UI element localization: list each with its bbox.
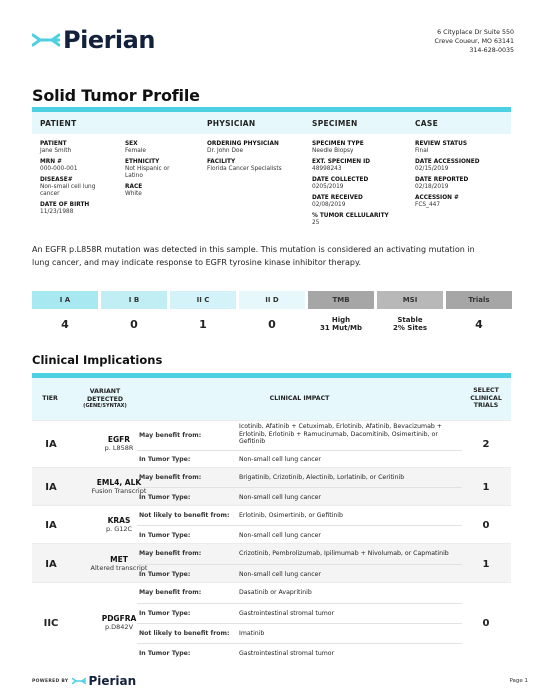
company-address: [435, 28, 514, 55]
stat-value: 0: [268, 317, 276, 331]
table-row: [32, 505, 511, 543]
gene-syntax: Fusion Transcript: [91, 487, 147, 495]
field-sex: [125, 141, 185, 155]
page-title: Solid Tumor Profile: [32, 86, 200, 105]
table-row: [32, 582, 511, 662]
stat-label: II D: [239, 291, 305, 309]
impact-text: Icotinib, Afatinib + Cetuximab, Erlotinib, Afatinib, Bevacizumab + Erlotinib, Erlotinib + Ramucirumab, Dacomitinib, Osimertinib, or Gefitinib: [239, 423, 442, 445]
date-accessioned-value: 02/15/2019: [415, 166, 449, 172]
race-value: White: [125, 191, 142, 197]
impact-text: Dasatinib or Avapritinib: [239, 589, 312, 596]
impact-line: [137, 544, 462, 564]
gene-syntax: p.D842V: [104, 623, 134, 631]
stat-tier-iic: [170, 291, 236, 339]
stat-value: 4: [61, 317, 69, 331]
stat-value: 4: [475, 317, 483, 331]
impact-label: In Tumor Type:: [139, 456, 191, 463]
label: RACE: [125, 184, 143, 190]
page-number: Page 1: [509, 678, 528, 684]
gene-name: KRAS: [107, 516, 131, 525]
pierian-logo-icon: [72, 677, 86, 685]
field-facility: [207, 159, 307, 173]
label: PATIENT: [40, 141, 67, 147]
gene-syntax: Altered transcript: [90, 564, 148, 572]
impact-line: [137, 487, 462, 506]
address-line: Creve Coueur, MO 63141: [434, 38, 514, 45]
gene-syntax: p. G12C: [105, 525, 133, 533]
col-select-trials: SELECT CLINICAL TRIALS: [470, 387, 502, 409]
field-race: [125, 184, 185, 198]
impact-text: Erlotinib, Osimertinib, or Gefitinib: [239, 512, 343, 519]
row-trials: 1: [482, 482, 490, 493]
field-accession-number: [415, 195, 510, 209]
impact-line: [137, 468, 462, 487]
impact-label: May benefit from:: [139, 474, 202, 481]
dob-value: 11/23/1988: [40, 209, 74, 215]
row-tier: IA: [45, 439, 57, 450]
impact-label: In Tumor Type:: [139, 532, 191, 539]
date-received-value: 02/08/2019: [312, 202, 346, 208]
stat-tier-ib: [101, 291, 167, 339]
field-ethnicity: [125, 159, 179, 180]
row-tier: IA: [45, 520, 57, 531]
impact-line: [137, 623, 462, 643]
col-tier: TIER: [42, 395, 58, 402]
impact-line: [137, 603, 462, 623]
impact-text: Non-small cell lung cancer: [239, 571, 321, 578]
label: EXT. SPECIMEN ID: [312, 159, 371, 165]
impact-text: Imatinib: [239, 630, 265, 637]
impact-line: [137, 450, 462, 468]
stat-value: 1: [199, 317, 207, 331]
gene-name: EGFR: [107, 435, 131, 444]
field-date-collected: [312, 177, 412, 191]
result-summary: An EGFR p.L858R mutation was detected in this sample. This mutation is considered an activating mutation in lung cancer, and may indicate response to EGFR tyrosine kinase inhibitor therapy.: [32, 245, 475, 267]
specimen-type-value: Needle Biopsy: [312, 148, 354, 154]
label: DATE REPORTED: [415, 177, 469, 183]
field-date-received: [312, 195, 412, 209]
impact-label: In Tumor Type:: [139, 610, 191, 617]
gene-name: PDGFRA: [101, 614, 137, 623]
address-line: 6 Cityplace Dr Suite 550: [437, 29, 514, 36]
field-patient: [40, 141, 120, 155]
mrn-value: 000-000-001: [40, 166, 78, 172]
gene-syntax: p. L858R: [104, 444, 134, 452]
powered-by-label: POWERED BY: [32, 678, 69, 684]
stat-tier-iid: [239, 291, 305, 339]
row-trials: 0: [482, 520, 490, 531]
impact-text: Gastrointestinal stromal tumor: [239, 650, 335, 657]
accession-value: FCS_447: [415, 202, 441, 208]
sex-value: Female: [125, 148, 146, 154]
row-trials: 1: [482, 559, 490, 570]
stat-tmb: [308, 291, 374, 339]
impact-line: [137, 583, 462, 603]
header-physician: PHYSICIAN: [207, 119, 256, 128]
stat-tier-ia: [32, 291, 98, 339]
stat-label: MSI: [377, 291, 443, 309]
impact-text: Non-small cell lung cancer: [239, 456, 321, 463]
field-ext-specimen-id: [312, 159, 412, 173]
col-variant: [74, 388, 136, 411]
label: % TUMOR CELLULARITY: [312, 213, 389, 219]
date-collected-value: 0205/2019: [312, 184, 344, 190]
date-reported-value: 02/18/2019: [415, 184, 449, 190]
powered-by: [32, 674, 136, 688]
col-variant-sub: (GENE/SYNTAX): [83, 403, 127, 409]
impact-label: Not likely to benefit from:: [139, 512, 230, 519]
impact-line: [137, 421, 462, 448]
gene-name: MET: [110, 555, 128, 564]
label: ACCESSION #: [415, 195, 459, 201]
field-date-reported: [415, 177, 510, 191]
impact-line: [137, 506, 462, 525]
impact-line: [137, 643, 462, 663]
stat-label: TMB: [308, 291, 374, 309]
impact-label: In Tumor Type:: [139, 571, 191, 578]
row-trials: 2: [482, 439, 490, 450]
impact-line: [137, 564, 462, 583]
label: DATE COLLECTED: [312, 177, 369, 183]
row-tier: IA: [45, 482, 57, 493]
ethnicity-value: Not Hispanic or Latino: [125, 166, 170, 179]
clinical-implications-title: Clinical Implications: [32, 353, 163, 367]
field-tumor-cellularity: [312, 213, 412, 227]
brand-name: Pierian: [63, 26, 155, 54]
stat-value: High 31 Mut/Mb: [319, 315, 362, 332]
field-date-accessioned: [415, 159, 510, 173]
label: SEX: [125, 141, 138, 147]
field-ordering-physician: [207, 141, 307, 155]
label: ETHNICITY: [125, 159, 160, 165]
impact-text: Non-small cell lung cancer: [239, 494, 321, 501]
label: FACILITY: [207, 159, 236, 165]
impact-label: May benefit from:: [139, 589, 202, 596]
field-dob: [40, 202, 120, 216]
address-phone: 314-628-0035: [469, 47, 514, 54]
table-row: [32, 420, 511, 467]
impact-label: Not likely to benefit from:: [139, 630, 230, 637]
label: DATE ACCESSIONED: [415, 159, 480, 165]
impact-text: Non-small cell lung cancer: [239, 532, 321, 539]
field-disease: [40, 177, 104, 198]
header-specimen: SPECIMEN: [312, 119, 358, 128]
stat-label: I A: [32, 291, 98, 309]
ext-specimen-value: 48998243: [312, 166, 342, 172]
impact-label: May benefit from:: [139, 432, 202, 439]
stat-trials: [446, 291, 512, 339]
stat-value: 0: [130, 317, 138, 331]
stat-value: Stable 2% Sites: [392, 315, 428, 332]
label: ORDERING PHYSICIAN: [207, 141, 279, 147]
table-row: [32, 467, 511, 505]
field-specimen-type: [312, 141, 412, 155]
pierian-logo: [32, 26, 155, 54]
label: DISEASE#: [40, 177, 73, 183]
col-variant-label: VARIANT DETECTED: [87, 388, 123, 403]
impact-text: Gastrointestinal stromal tumor: [239, 610, 335, 617]
impact-text: Crizotinib, Pembrolizumab, Ipilimumab + Nivolumab, or Capmatinib: [239, 550, 449, 557]
impact-line: [137, 525, 462, 544]
footer-brand-name: Pierian: [88, 674, 137, 688]
label: DATE OF BIRTH: [40, 202, 90, 208]
label: MRN #: [40, 159, 62, 165]
label: DATE RECEIVED: [312, 195, 363, 201]
clinical-table-header: [32, 378, 511, 420]
row-tier: IA: [45, 559, 57, 570]
review-status-value: Final: [415, 148, 429, 154]
pierian-logo-icon: [32, 32, 60, 48]
header-patient: PATIENT: [40, 119, 77, 128]
field-review-status: [415, 141, 510, 155]
patient-name: Jane Smith: [40, 148, 72, 154]
stat-label: I B: [101, 291, 167, 309]
table-row: [32, 543, 511, 582]
row-trials: 0: [482, 618, 490, 629]
disease-value: Non-small cell lung cancer: [40, 184, 96, 197]
gene-name: EML4, ALK: [96, 478, 142, 487]
row-tier: IIC: [43, 618, 59, 629]
physician-value: Dr. John Doe: [207, 148, 244, 154]
tumor-cellularity-value: 25: [312, 220, 320, 226]
impact-label: May benefit from:: [139, 550, 202, 557]
impact-text: Brigatinib, Crizotinib, Alectinib, Lorlatinib, or Ceritinib: [239, 474, 405, 481]
impact-label: In Tumor Type:: [139, 650, 191, 657]
field-mrn: [40, 159, 120, 173]
stat-label: Trials: [446, 291, 512, 309]
label: SPECIMEN TYPE: [312, 141, 364, 147]
facility-value: Florida Cancer Specialists: [207, 166, 282, 172]
report-header: [32, 26, 514, 54]
col-clinical-impact: CLINICAL IMPACT: [269, 395, 330, 402]
info-header-bar: [32, 112, 511, 134]
stat-label: II C: [170, 291, 236, 309]
stat-msi: [377, 291, 443, 339]
impact-label: In Tumor Type:: [139, 494, 191, 501]
label: REVIEW STATUS: [415, 141, 467, 147]
header-case: CASE: [415, 119, 439, 128]
